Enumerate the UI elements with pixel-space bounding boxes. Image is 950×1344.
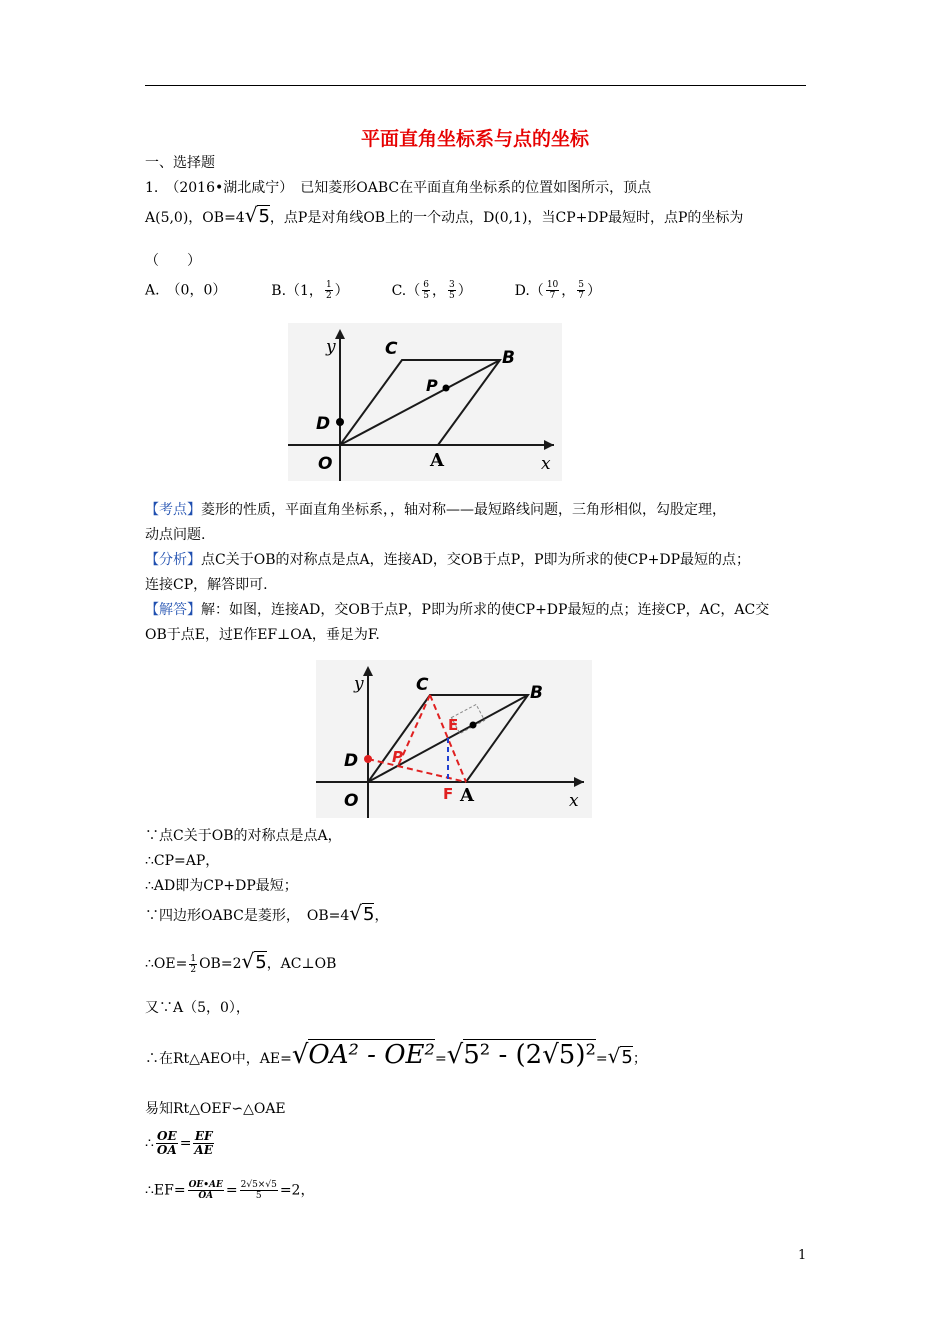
jieda-line-1: 【解答】解：如图，连接AD，交OB于点P，P即为所求的使CP+DP最短的点；连接CP，AC，AC交 xyxy=(145,602,770,618)
question-line-1: 1. （2016•湖北咸宁） 已知菱形OABC在平面直角坐标系的位置如图所示，顶点 xyxy=(145,180,652,196)
label-y: y xyxy=(354,674,364,694)
label-o: O xyxy=(318,454,333,474)
label-a: A xyxy=(460,785,474,806)
jieda-line-2: OB于点E，过E作EF⊥OA，垂足为F. xyxy=(145,627,380,643)
solution-line-9: ∴ $\frac{OE}{OA}$ = $\frac{EF}{AE}$ xyxy=(145,1129,213,1157)
solution-line-2: ∴CP=AP， xyxy=(145,853,220,869)
solution-line-10: ∴EF= $\frac{OE•AE}{OA}$ = $\frac{2√5\times√5}{5}$ =2， xyxy=(145,1180,315,1201)
kaodian-line-2: 动点问题. xyxy=(145,527,206,543)
option-c: C.（ $\frac{6}{5}$ ， $\frac{3}{5}$ ） xyxy=(391,280,472,301)
option-d: D.（ $\frac{10}{7}$ ， $\frac{5}{7}$ ） xyxy=(514,280,601,301)
rhombus-figure-1 xyxy=(288,323,562,481)
label-f: F xyxy=(443,785,454,803)
rhombus-figure-2 xyxy=(316,660,592,818)
label-c: C xyxy=(385,339,398,359)
jieda-tag: 【解答】 xyxy=(145,602,201,618)
kaodian-tag: 【考点】 xyxy=(145,502,201,518)
solution-line-7: ∴在Rt△AEO中，AE=√OA² - OE²=√5² - (2√5)²=√5； xyxy=(145,1040,647,1070)
solution-line-4: ∵四边形OABC是菱形， OB=4√5， xyxy=(145,901,389,925)
point-d xyxy=(336,418,344,426)
header-rule xyxy=(145,85,806,86)
label-o: O xyxy=(344,791,359,811)
option-a: A. （0，0） xyxy=(145,282,227,299)
kaodian-line-1: 【考点】菱形的性质，平面直角坐标系，，轴对称——最短路线问题，三角形相似，勾股定理， xyxy=(145,502,726,518)
solution-line-8: 易知Rt△OEF∽△OAE xyxy=(145,1101,286,1117)
label-b: B xyxy=(502,348,515,368)
section-heading: 一、选择题 xyxy=(145,155,215,171)
point-d xyxy=(364,755,372,763)
label-p: P xyxy=(426,376,438,395)
label-b: B xyxy=(530,683,543,703)
sqrt-symbol: √5 xyxy=(349,901,375,925)
fenxi-line-1: 【分析】点C关于OB的对称点是点A，连接AD，交OB于点P，P即为所求的使CP+DP最短的点； xyxy=(145,552,751,568)
sqrt-symbol: √5 xyxy=(607,1044,633,1068)
label-d: D xyxy=(344,751,359,771)
sqrt-symbol: √5 xyxy=(244,203,270,227)
solution-line-6: 又∵A（5，0）， xyxy=(145,1000,250,1016)
page-number: 1 xyxy=(798,1248,807,1263)
question-paren: （ ） xyxy=(145,253,201,269)
sqrt-symbol: √5 xyxy=(241,949,267,973)
solution-line-3: ∴AD即为CP+DP最短； xyxy=(145,878,298,894)
label-e: E xyxy=(448,716,459,734)
fenxi-tag: 【分析】 xyxy=(145,552,201,568)
point-p xyxy=(443,385,450,392)
label-a: A xyxy=(430,450,444,471)
solution-line-1: ∵点C关于OB的对称点是点A， xyxy=(145,828,342,844)
point-marker xyxy=(470,722,477,729)
solution-line-5: ∴OE= $\frac{1}{2}$ OB=2√5，AC⊥OB xyxy=(145,949,337,975)
label-d: D xyxy=(316,414,331,434)
label-x: x xyxy=(541,454,551,474)
label-y: y xyxy=(326,337,336,357)
question-line-2: A(5,0)，OB=4√5，点P是对角线OB上的一个动点，D(0,1)，当CP+DP最短时，点P的坐标为 xyxy=(145,203,744,227)
label-c: C xyxy=(416,675,429,695)
sqrt-symbol: √5² - (2√5)² xyxy=(446,1040,596,1070)
page-title: 平面直角坐标系与点的坐标 xyxy=(360,128,589,150)
sqrt-symbol: √OA² - OE² xyxy=(291,1040,435,1070)
fenxi-line-2: 连接CP，解答即可. xyxy=(145,577,268,593)
options-row xyxy=(145,280,601,301)
label-x: x xyxy=(569,791,579,811)
option-b: B.（1， $\frac{1}{2}$ ） xyxy=(271,280,349,301)
label-p: P xyxy=(392,748,403,766)
